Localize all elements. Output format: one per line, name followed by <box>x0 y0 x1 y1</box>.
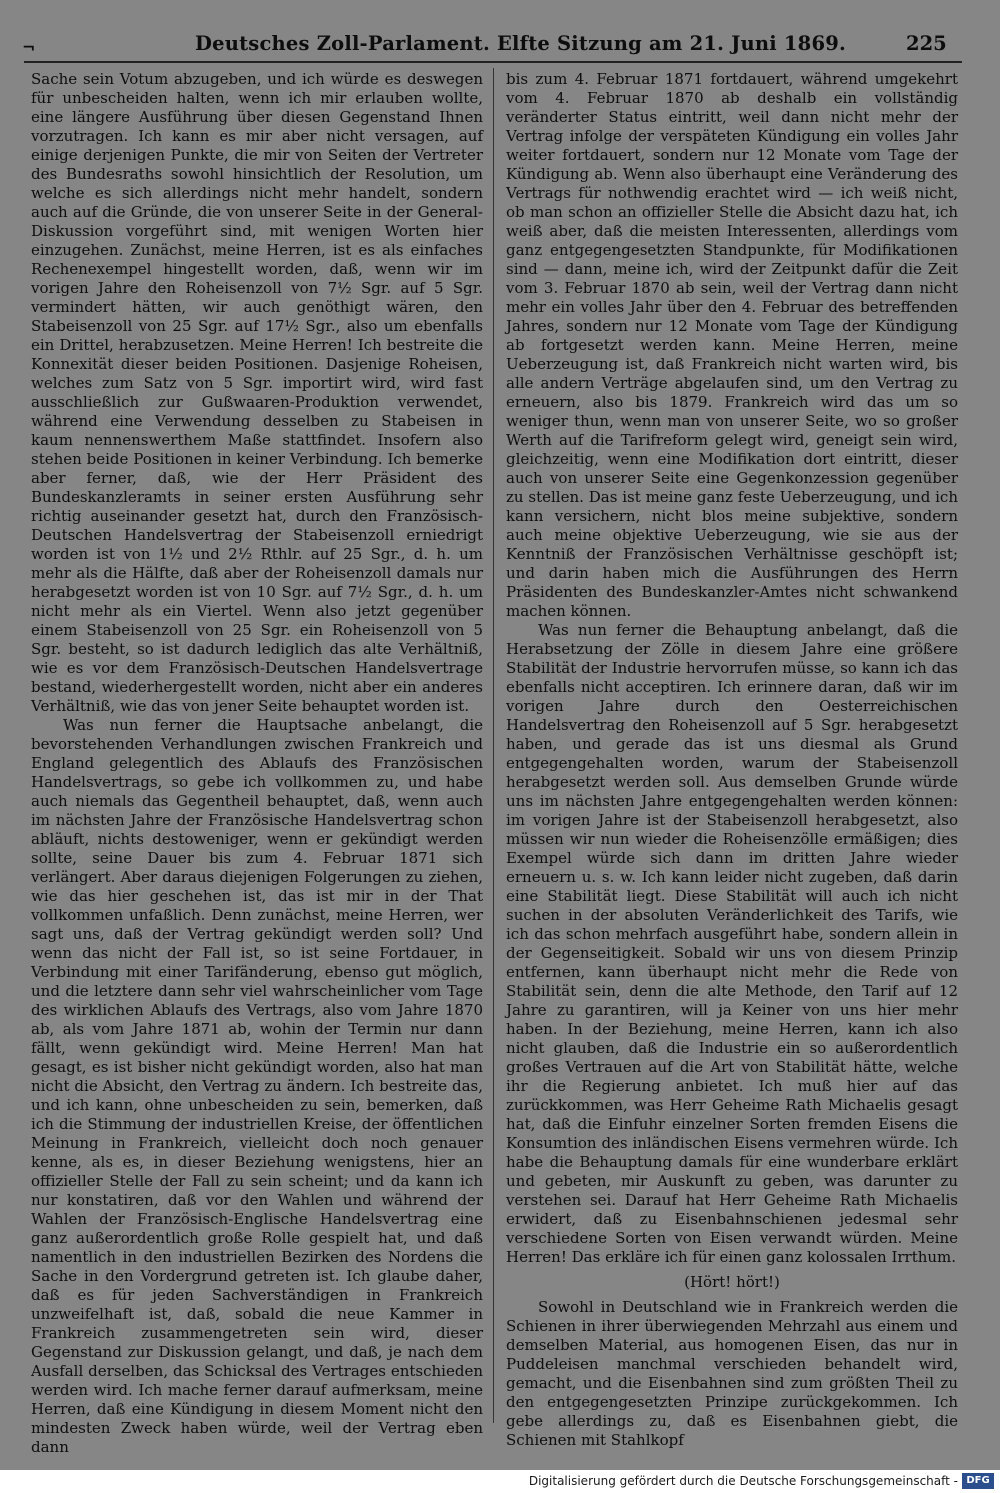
header-mark: ¬ <box>22 38 36 57</box>
header-rule <box>24 61 962 63</box>
footer-bar <box>0 1470 1000 1493</box>
running-header <box>0 28 1000 58</box>
right-column <box>506 70 958 1450</box>
header-title: Deutsches Zoll-Parlament. Elfte Sitzung am 21. Juni 1869. <box>195 32 846 55</box>
page-number: 225 <box>906 32 947 55</box>
paragraph: Sowohl in Deutschland wie in Frankreich werden die Schienen in ihrer überwiegenden Mehrzahl aus einem und demselben Material, aus homogenen Eisen, das nur in Puddeleisen manchmal verschieden behandelt wird, gemacht, und die Eisenbahnen sind zum größten Theil zu den entgegengesetzten Prinzipe zurückgekommen. Ich gebe allerdings zu, daß es Eisenbahnen giebt, die Schienen mit Stahlkopf <box>506 1298 958 1449</box>
column-divider <box>493 68 494 1423</box>
paragraph: bis zum 4. Februar 1871 fortdauert, während umgekehrt vom 4. Februar 1870 ab deshalb ein vollständig veränderter Status eintritt, weil dann nicht mehr der Vertrag infolge der verspäteten Kündigung ein volles Jahr weiter fortdauert, sondern nur 12 Monate vom Tage der Kündigung ab. Wenn also überhaupt eine Veränderung des Vertrags für nothwendig erachtet wird — ich weiß nicht, ob man schon an offizieller Stelle die Absicht dazu hat, ich weiß aber, daß die meisten Interessenten, allerdings vom ganz entgegengesetzten Standpunkte, für Modifikationen sind — dann, meine ich, wird der Zeitpunkt dafür die Zeit vom 3. Februar 1870 ab sein, weil der Vertrag dann nicht mehr ein volles Jahr über den 4. Februar des betreffenden Jahres, sondern nur 12 Monate vom Tage der Kündigung ab fortgesetzt werden kann. Meine Herren, meine Ueberzeugung ist, daß Frankreich nicht warten wird, bis alle andern Verträge abgelaufen sind, um den Vertrag zu erneuern, also bis 1879. Frankreich wird das um so weniger thun, wenn man von unserer Seite, wo so großer Werth auf die Tarifreform gelegt wird, geneigt sein wird, gleichzeitig, wenn eine Modifikation dort eintritt, dieser auch von unserer Seite eine Gegenkonzession gegenüber zu stellen. Das ist meine ganz feste Ueberzeugung, und ich kann versichern, nicht blos meine subjektive, sondern auch meine objektive Ueberzeugung, wie sie aus der Kenntniß der Französischen Verhältnisse geschöpft ist; und darin haben mich die Ausführungen des Herrn Präsidenten des Bundeskanzler-Amtes nicht schwankend machen können. <box>506 70 958 620</box>
interjection: (Hört! hört!) <box>684 1273 780 1291</box>
dfg-logo-icon: DFG <box>962 1473 994 1489</box>
left-column <box>31 70 483 1457</box>
paragraph: Sache sein Votum abzugeben, und ich würde es deswegen für unbescheiden halten, wenn ich mir erlauben wollte, eine längere Ausführung über diesen Gegenstand Ihnen vorzutragen. Ich kann es mir aber nicht versagen, auf einige derjenigen Punkte, die mir von Seiten der Vertreter des Bundesraths sowohl hinsichtlich der Resolution, um welche es sich allerdings nicht mehr handelt, sondern auch auf die Gründe, die von unserer Seite in der General-Diskussion vorgeführt sind, mit wenigen Worten hier einzugehen. Zunächst, meine Herren, ist es als einfaches Rechenexempel hingestellt worden, daß, wenn wir im vorigen Jahre den Roheisenzoll von 7½ Sgr. auf 5 Sgr. vermindert hätten, wir auch genöthigt wären, den Stabeisenzoll von 25 Sgr. auf 17½ Sgr., also um ebenfalls ein Drittel, herabzusetzen. Meine Herren! Ich bestreite die Konnexität dieser beiden Positionen. Dasjenige Roheisen, welches zum Satz von 5 Sgr. importirt wird, wird fast ausschließlich zur Gußwaaren-Produktion verwendet, während eine Verwendung desselben zu Stabeisen in kaum nennenswerthem Maße stattfindet. Insofern also stehen beide Positionen in keiner Verbindung. Ich bemerke aber ferner, daß, wie der Herr Präsident des Bundeskanzleramts in seiner ersten Ausführung sehr richtig auseinander gesetzt hat, durch den Französisch-Deutschen Handelsvertrag der Stabeisenzoll erniedrigt worden ist von 1½ und 2½ Rthlr. auf 25 Sgr., d. h. um mehr als die Hälfte, daß aber der Roheisenzoll damals nur herabgesetzt worden ist von 10 Sgr. auf 7½ Sgr., d. h. um nicht mehr als ein Viertel. Wenn also jetzt gegenüber einem Stabeisenzoll von 25 Sgr. ein Roheisenzoll von 5 Sgr. besteht, so ist dadurch lediglich das alte Verhältniß, wie es vor dem Französisch-Deutschen Handelsvertrage bestand, wiederhergestellt worden, nicht aber ein anderes Verhältniß, wie das von jener Seite behauptet worden ist. <box>31 70 483 715</box>
paragraph: Was nun ferner die Behauptung anbelangt, daß die Herabsetzung der Zölle in diesem Jahre eine größere Stabilität der Industrie hervorrufen müsse, so kann ich das ebenfalls nicht acceptiren. Ich erinnere daran, daß wir im vorigen Jahre durch den Oesterreichischen Handelsvertrag den Roheisenzoll auf 5 Sgr. herabgesetzt haben, und gerade das ist uns diesmal als Grund entgegengehalten worden, warum der Stabeisenzoll herabgesetzt werden soll. Aus demselben Grunde würde uns im nächsten Jahre entgegengehalten werden können: im vorigen Jahre ist der Stabeisenzoll herabgesetzt, also müssen wir nun wieder die Roheisenzölle ermäßigen; dies Exempel würde sich dann im dritten Jahre wieder erneuern u. s. w. Ich kann leider nicht zugeben, daß darin eine Stabilität liegt. Diese Stabilität will auch ich nicht suchen in der absoluten Veränderlichkeit des Tarifs, wie ich das schon mehrfach ausgeführt habe, sondern allein in der Gegenseitigkeit. Sobald wir uns von diesem Prinzip entfernen, kann überhaupt nicht mehr die Rede von Stabilität sein, denn die alte Methode, den Tarif auf 12 Jahre zu garantiren, will ja Keiner von uns hier mehr haben. In der Beziehung, meine Herren, kann ich also nicht glauben, daß die Industrie ein so außerordentlich großes Vertrauen auf die Art von Stabilität hätte, welche ihr die Regierung anbietet. Ich muß hier auf das zurückkommen, was Herr Geheime Rath Michaelis gesagt hat, daß die Einfuhr einzelner Sorten fremden Eisens die Konsumtion des inländischen Eisens vermehren würde. Ich habe die Behauptung damals für eine wunderbare erklärt und gebeten, mir Auskunft zu geben, was darunter zu verstehen sei. Darauf hat Herr Geheime Rath Michaelis erwidert, daß zu Eisenbahnschienen jedesmal sehr verschiedene Sorten von Eisen verwandt würden. Meine Herren! Das erkläre ich für einen ganz kolossalen Irrthum. <box>506 621 958 1266</box>
funding-credit: Digitalisierung gefördert durch die Deutsche Forschungsgemeinschaft - <box>528 1474 958 1488</box>
paragraph: Was nun ferner die Hauptsache anbelangt, die bevorstehenden Verhandlungen zwischen Frankreich und England gelegentlich des Ablaufs des Französischen Handelsvertrags, so gebe ich vollkommen zu, und habe auch niemals das Gegentheil behauptet, daß, wenn auch im nächsten Jahre der Französische Handelsvertrag schon abläuft, nichts destoweniger, wenn er gekündigt werden sollte, seine Dauer bis zum 4. Februar 1871 sich verlängert. Aber daraus diejenigen Folgerungen zu ziehen, wie das hier geschehen ist, das ist mir in der That vollkommen unfaßlich. Denn zunächst, meine Herren, wer sagt uns, daß der Vertrag gekündigt werden soll? Und wenn das nicht der Fall ist, so ist seine Fortdauer, in Verbindung mit einer Tarifänderung, ebenso gut möglich, und die letztere dann sehr viel wahrscheinlicher vom Tage des wirklichen Ablaufs des Vertrags, also vom Jahre 1870 ab, als vom Jahre 1871 ab, wohin der Termin nur dann fällt, wenn gekündigt wird. Meine Herren! Man hat gesagt, es ist bisher nicht gekündigt worden, also hat man nicht die Absicht, den Vertrag zu ändern. Ich bestreite das, und ich kann, ohne unbescheiden zu sein, bemerken, daß ich die Stimmung der industriellen Kreise, der öffentlichen Meinung in Frankreich, vielleicht doch noch genauer kenne, als es, in dieser Beziehung wenigstens, hier an offizieller Stelle der Fall zu sein scheint; und da kann ich nur konstatiren, daß vor den Wahlen und während der Wahlen der Französisch-Englische Handelsvertrag eine ganz außerordentlich große Rolle gespielt hat, und daß namentlich in den industriellen Bezirken des Nordens die Sache in den Vordergrund getreten ist. Ich glaube daher, daß es für jeden Sachverständigen in Frankreich unzweifelhaft ist, daß, sobald die neue Kammer in Frankreich zusammengetreten sein wird, dieser Gegenstand zur Diskussion gelangt, und daß, je nach dem Ausfall derselben, das Schicksal des Vertrages entschieden werden wird. Ich mache ferner darauf aufmerksam, meine Herren, daß eine Kündigung in diesem Moment nicht den mindesten Zweck haben würde, weil der Vertrag eben dann <box>31 716 483 1456</box>
